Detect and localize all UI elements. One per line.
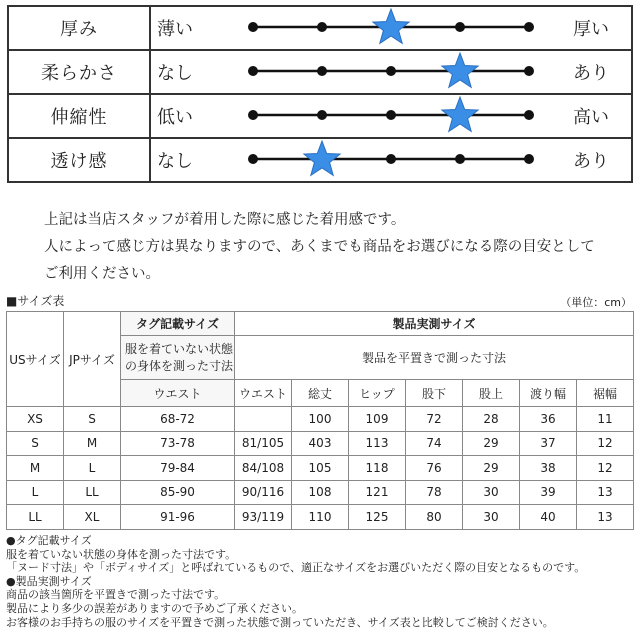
header-tag-group: タグ記載サイズ xyxy=(121,312,235,336)
cell-hem: 11 xyxy=(577,407,634,432)
scale-dot xyxy=(248,22,258,32)
cell-jp: XL xyxy=(64,505,121,530)
cell-waist: 90/116 xyxy=(235,480,292,505)
header-product-group: 製品実測サイズ xyxy=(235,312,634,336)
cell-hip: 109 xyxy=(349,407,406,432)
cell-length: 105 xyxy=(292,456,349,481)
cell-hip: 121 xyxy=(349,480,406,505)
cell-tag-waist: 68-72 xyxy=(121,407,235,432)
feel-note xyxy=(44,207,624,288)
cell-tag-waist: 79-84 xyxy=(121,456,235,481)
cell-hip: 125 xyxy=(349,505,406,530)
cell-inseam: 72 xyxy=(406,407,463,432)
cell-inseam: 78 xyxy=(406,480,463,505)
feel-row-sheerness xyxy=(9,139,631,181)
feel-scale-graphic xyxy=(241,7,551,49)
scale-dot xyxy=(248,66,258,76)
feel-scale-graphic xyxy=(241,51,551,93)
footnote-heading: ●タグ記載サイズ xyxy=(6,534,92,547)
note-line: 人によって感じ方は異なりますので、あくまでも商品をお選びになる際の目安として xyxy=(44,239,595,255)
rating-star-icon xyxy=(442,53,478,87)
scale-dot xyxy=(524,154,534,164)
feel-row-softness xyxy=(9,51,631,95)
cell-thigh: 40 xyxy=(520,505,577,530)
feel-low-label: 低い xyxy=(157,107,193,128)
cell-thigh: 36 xyxy=(520,407,577,432)
scale-dot xyxy=(386,110,396,120)
note-line: ご利用ください。 xyxy=(44,266,160,282)
cell-jp: LL xyxy=(64,480,121,505)
feel-high-label: 高い xyxy=(573,107,609,128)
cell-hem: 13 xyxy=(577,480,634,505)
feel-label: 透け感 xyxy=(9,139,151,181)
header-hem: 裾幅 xyxy=(577,380,634,407)
feel-scale xyxy=(241,95,551,137)
feel-scale xyxy=(241,7,551,49)
cell-length: 403 xyxy=(292,431,349,456)
cell-inseam: 74 xyxy=(406,431,463,456)
feel-label: 厚み xyxy=(9,7,151,49)
cell-us: XS xyxy=(7,407,64,432)
footnote-heading: ●製品実測サイズ xyxy=(6,574,92,588)
feel-label: 伸縮性 xyxy=(9,95,151,137)
cell-thigh: 39 xyxy=(520,480,577,505)
feel-label: 柔らかさ xyxy=(9,51,151,93)
size-table-unit: （単位：cm） xyxy=(560,296,632,309)
cell-tag-waist: 85-90 xyxy=(121,480,235,505)
feel-scale xyxy=(241,139,551,181)
cell-us: M xyxy=(7,456,64,481)
cell-thigh: 37 xyxy=(520,431,577,456)
scale-dot xyxy=(455,154,465,164)
header-rise: 股上 xyxy=(463,380,520,407)
feel-row-thickness xyxy=(9,7,631,51)
header-us-size: USサイズ xyxy=(7,312,64,407)
header-jp-size: JPサイズ xyxy=(64,312,121,407)
cell-rise: 30 xyxy=(463,505,520,530)
note-line: 上記は当店スタッフが着用した際に感じた着用感です。 xyxy=(44,212,406,228)
cell-hip: 113 xyxy=(349,431,406,456)
scale-dot xyxy=(524,66,534,76)
cell-rise: 29 xyxy=(463,456,520,481)
scale-dot xyxy=(317,66,327,76)
footnote-line: お客様のお手持ちの服のサイズを平置きで測った状態で測っていただき、サイズ表と比較してご検討ください。 xyxy=(6,615,554,629)
feel-row-stretch xyxy=(9,95,631,139)
cell-hem: 12 xyxy=(577,456,634,481)
scale-dot xyxy=(524,110,534,120)
scale-dot xyxy=(386,154,396,164)
feel-low-label: なし xyxy=(157,63,193,84)
cell-hem: 12 xyxy=(577,431,634,456)
header-thigh: 渡り幅 xyxy=(520,380,577,407)
footnote-line: 商品の該当箇所を平置きで測った寸法です。 xyxy=(6,588,226,602)
feel-table xyxy=(7,5,633,183)
size-table xyxy=(6,311,634,530)
cell-us: L xyxy=(7,480,64,505)
product-description: 製品を平置きで測った寸法 xyxy=(235,336,634,380)
table-row xyxy=(7,505,634,530)
cell-jp: M xyxy=(64,431,121,456)
cell-tag-waist: 91-96 xyxy=(121,505,235,530)
feel-scale-graphic xyxy=(241,139,551,181)
header-inseam: 股下 xyxy=(406,380,463,407)
scale-dot xyxy=(455,22,465,32)
cell-thigh: 38 xyxy=(520,456,577,481)
feel-high-label: あり xyxy=(573,151,609,172)
cell-waist: 81/105 xyxy=(235,431,292,456)
cell-waist xyxy=(235,407,292,432)
footnote-line: 製品により多少の誤差がありますので予めご了承ください。 xyxy=(6,601,303,615)
cell-us: S xyxy=(7,431,64,456)
cell-jp: L xyxy=(64,456,121,481)
cell-inseam: 76 xyxy=(406,456,463,481)
scale-dot xyxy=(317,110,327,120)
table-row xyxy=(7,480,634,505)
feel-high-label: 厚い xyxy=(573,19,609,40)
cell-rise: 29 xyxy=(463,431,520,456)
cell-length: 108 xyxy=(292,480,349,505)
cell-hip: 118 xyxy=(349,456,406,481)
table-row xyxy=(7,431,634,456)
scale-dot xyxy=(386,66,396,76)
cell-inseam: 80 xyxy=(406,505,463,530)
cell-hem: 13 xyxy=(577,505,634,530)
scale-dot xyxy=(248,154,258,164)
cell-rise: 28 xyxy=(463,407,520,432)
tag-description: 服を着ていない状態の身体を測った寸法 xyxy=(121,336,235,380)
cell-length: 110 xyxy=(292,505,349,530)
footnote-line: 「ヌード寸法」や「ボディサイズ」と呼ばれているもので、適正なサイズをお選びいただく際の目安となるものです。 xyxy=(6,561,586,575)
rating-star-icon xyxy=(304,141,340,175)
cell-rise: 30 xyxy=(463,480,520,505)
footnotes xyxy=(6,534,585,629)
cell-waist: 93/119 xyxy=(235,505,292,530)
feel-low-label: 薄い xyxy=(157,19,193,40)
cell-us: LL xyxy=(7,505,64,530)
size-table-heading: ■サイズ表 xyxy=(6,294,65,308)
feel-scale-graphic xyxy=(241,95,551,137)
header-length: 総丈 xyxy=(292,380,349,407)
scale-dot xyxy=(248,110,258,120)
table-row xyxy=(7,407,634,432)
rating-star-icon xyxy=(442,97,478,131)
table-row xyxy=(7,456,634,481)
header-tag-waist: ウエスト xyxy=(121,380,235,407)
rating-star-icon xyxy=(373,9,409,43)
footnote-line: 服を着ていない状態の身体を測った寸法です。 xyxy=(6,547,237,561)
cell-jp: S xyxy=(64,407,121,432)
scale-dot xyxy=(524,22,534,32)
feel-high-label: あり xyxy=(573,63,609,84)
feel-scale xyxy=(241,51,551,93)
cell-waist: 84/108 xyxy=(235,456,292,481)
header-waist: ウエスト xyxy=(235,380,292,407)
cell-length: 100 xyxy=(292,407,349,432)
cell-tag-waist: 73-78 xyxy=(121,431,235,456)
feel-low-label: なし xyxy=(157,151,193,172)
scale-dot xyxy=(317,22,327,32)
header-hip: ヒップ xyxy=(349,380,406,407)
